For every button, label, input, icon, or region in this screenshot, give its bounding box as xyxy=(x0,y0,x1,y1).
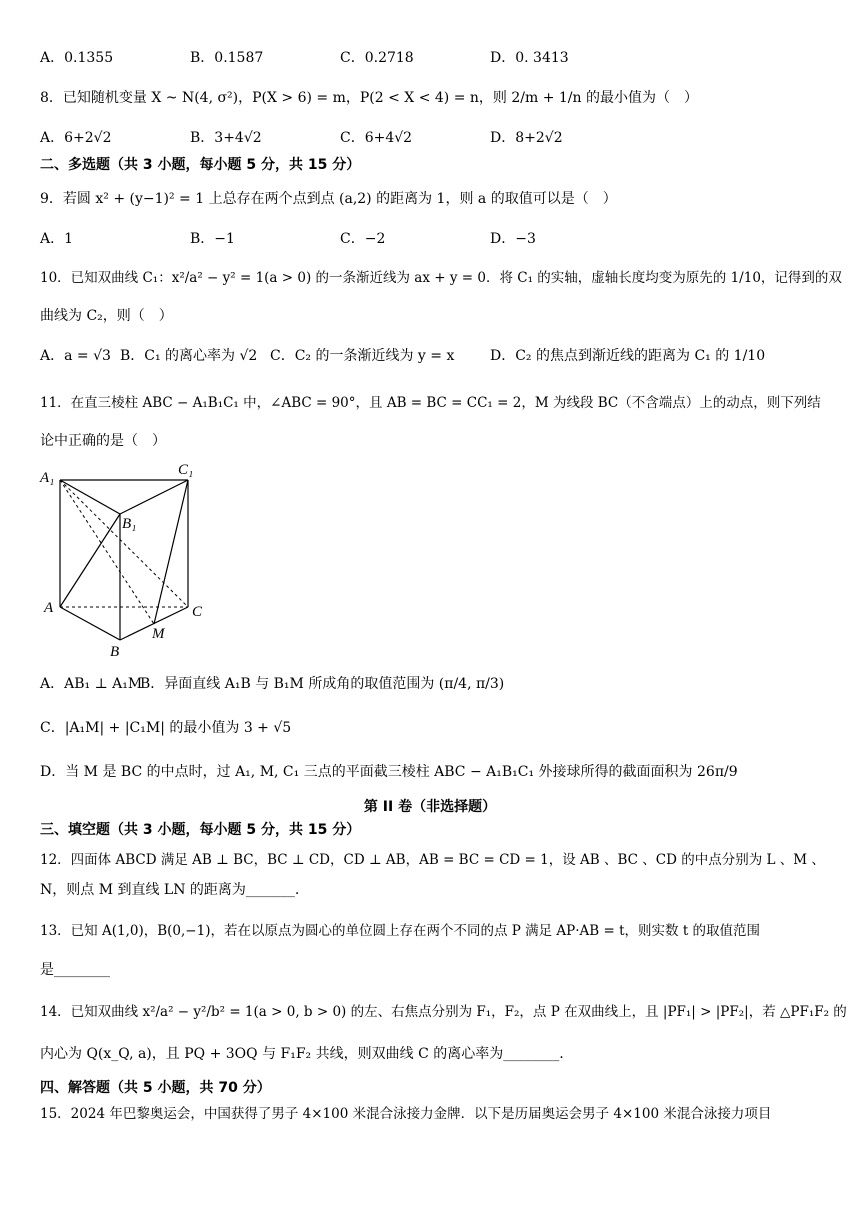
q8-option-c: C．6+4√2 xyxy=(340,130,413,146)
q9-option-c: C．−2 xyxy=(340,231,386,247)
q8-stem: 8．已知随机变量 X ~ N(4, σ²)，P(X > 6) = m，P(2 < X < 4) = n，则 2/m + 1/n 的最小值为（ ） xyxy=(40,90,698,106)
q10-stem-line1: 10．已知双曲线 C₁：x²/a² − y² = 1(a > 0) 的一条渐近线为 ax + y = 0．将 C₁ 的实轴，虚轴长度均变为原先的 1/10，记得到的双 xyxy=(40,270,842,286)
q7-option-d: D．0. 3413 xyxy=(490,50,569,66)
q9-stem: 9．若圆 x² + (y−1)² = 1 上总存在两个点到点 (a,2) 的距离为 1，则 a 的取值可以是（ ） xyxy=(40,191,617,207)
q11-option-a: A．AB₁ ⊥ A₁M xyxy=(40,676,143,692)
section4-header: 四、解答题（共 5 小题，共 70 分） xyxy=(40,1080,271,1096)
q9-option-d: D．−3 xyxy=(490,231,536,247)
edge-m-c1 xyxy=(154,480,188,624)
q10-options xyxy=(40,346,820,366)
label-a: A xyxy=(44,600,54,616)
edge-a1-b1 xyxy=(60,480,120,514)
edge-b1-c1 xyxy=(120,480,188,514)
label-m: M xyxy=(152,626,165,642)
q7-option-a: A．0.1355 xyxy=(40,50,114,66)
q10-option-d: D．C₂ 的焦点到渐近线的距离为 C₁ 的 1/10 xyxy=(490,348,766,364)
q13-line1: 13．已知 A(1,0)，B(0,−1)，若在以原点为圆心的单位圆上存在两个不同的点 P 满足 AP·AB = t，则实数 t 的取值范围 xyxy=(40,923,761,939)
q9-option-a: A．1 xyxy=(40,231,74,247)
q13-line2: 是________ xyxy=(40,962,110,978)
q8-option-b: B．3+4√2 xyxy=(190,130,262,146)
section2-header: 二、多选题（共 3 小题，每小题 5 分，共 15 分） xyxy=(40,157,361,173)
label-c: C xyxy=(192,604,203,620)
edge-a1-m-hidden xyxy=(60,480,154,624)
q15-line1: 15．2024 年巴黎奥运会，中国获得了男子 4×100 米混合泳接力金牌．以下是历届奥运会男子 4×100 米混合泳接力项目 xyxy=(40,1106,772,1122)
q14-line2: 内心为 Q(x_Q, a)，且 PQ + 3OQ 与 F₁F₂ 共线，则双曲线 C 的离心率为________. xyxy=(40,1046,564,1062)
q11-option-d: D．当 M 是 BC 的中点时，过 A₁, M, C₁ 三点的平面截三棱柱 ABC − A₁B₁C₁ 外接球所得的截面面积为 26π/9 xyxy=(40,764,738,780)
q12-line2: N，则点 M 到直线 LN 的距离为_______. xyxy=(40,882,300,898)
q7-option-b: B．0.1587 xyxy=(190,50,264,66)
label-b: B xyxy=(110,644,120,660)
section3-header: 三、填空题（共 3 小题，每小题 5 分，共 15 分） xyxy=(40,822,361,838)
q11-stem-line1: 11．在直三棱柱 ABC − A₁B₁C₁ 中，∠ABC = 90°，且 AB = BC = CC₁ = 2，M 为线段 BC（不含端点）上的动点，则下列结 xyxy=(40,395,821,411)
q10-option-c: C．C₂ 的一条渐近线为 y = x xyxy=(270,348,455,364)
q11-option-c: C．|A₁M| + |C₁M| 的最小值为 3 + √5 xyxy=(40,720,292,736)
q11-options-ab xyxy=(40,674,820,694)
q8-option-d: D．8+2√2 xyxy=(490,130,563,146)
label-a1: A₁ xyxy=(40,470,55,486)
q8-options xyxy=(40,128,820,148)
q10-option-a: A．a = √3 xyxy=(40,348,111,364)
q11-option-b: B．异面直线 A₁B 与 B₁M 所成角的取值范围为 (π/4, π/3) xyxy=(140,676,505,692)
edge-a-b1 xyxy=(60,514,120,607)
q10-option-b: B．C₁ 的离心率为 √2 xyxy=(120,348,258,364)
q12-line1: 12．四面体 ABCD 满足 AB ⊥ BC，BC ⊥ CD，CD ⊥ AB，AB = BC = CD = 1，设 AB 、BC 、CD 的中点分别为 L 、M 、 xyxy=(40,852,825,868)
q9-options xyxy=(40,229,820,249)
edge-a-b xyxy=(60,607,120,640)
q8-option-a: A．6+2√2 xyxy=(40,130,112,146)
q11-stem-line2: 论中正确的是（ ） xyxy=(40,433,166,449)
q9-option-b: B．−1 xyxy=(190,231,235,247)
edge-a1-c-hidden xyxy=(60,480,188,607)
q7-options xyxy=(40,48,820,68)
q10-stem-line2: 曲线为 C₂，则（ ） xyxy=(40,308,173,324)
q11-prism-figure xyxy=(36,460,216,660)
label-c1: C₁ xyxy=(178,462,194,478)
label-b1: B₁ xyxy=(122,516,137,532)
part2-title: 第 II 卷（非选择题） xyxy=(363,799,497,815)
q14-line1: 14．已知双曲线 x²/a² − y²/b² = 1(a > 0, b > 0) 的左、右焦点分别为 F₁，F₂，点 P 在双曲线上，且 |PF₁| > |PF₂|，若 △PF₁F₂ 的 xyxy=(40,1004,847,1020)
q7-option-c: C．0.2718 xyxy=(340,50,414,66)
